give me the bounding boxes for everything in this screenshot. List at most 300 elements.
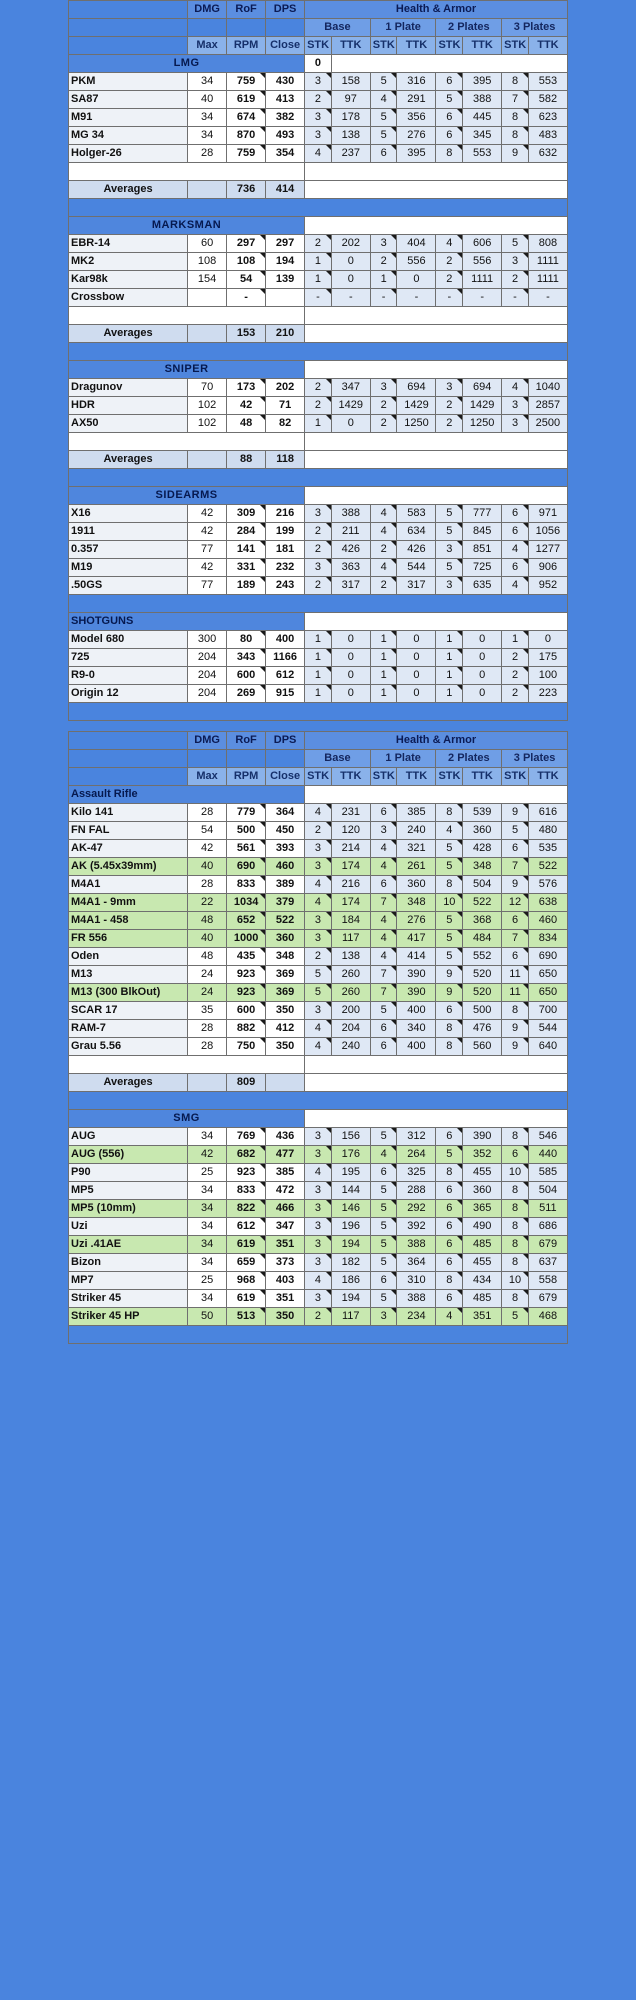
weapon-name: MK2 [69,253,188,271]
weapon-name: M91 [69,109,188,127]
spacer-right [305,307,568,325]
weapon-stats-table-2 [68,731,568,1344]
stk-cell: 1 [370,667,397,685]
table-row[interactable] [69,1254,568,1272]
ttk-cell: 156 [331,1128,370,1146]
ttk-cell: 952 [528,577,567,595]
ttk-cell: 202 [331,235,370,253]
stk-cell: 5 [370,127,397,145]
ttk-cell: 1250 [397,415,436,433]
stk-cell: 3 [305,1146,332,1164]
ttk-cell: 388 [397,1236,436,1254]
stk-cell: 3 [436,577,463,595]
stk-header: STK [370,37,397,55]
dmg-cell: 108 [188,253,227,271]
corner-cell-3 [188,750,227,768]
stk-cell: 6 [370,145,397,163]
weapon-name: .50GS [69,577,188,595]
category-row [69,487,568,505]
rof-cell: 619 [227,1290,266,1308]
rof-cell: 343 [227,649,266,667]
table-row[interactable] [69,415,568,433]
ttk-cell: 117 [331,930,370,948]
ttk-cell: 700 [528,1002,567,1020]
ttk-cell: 544 [397,559,436,577]
table-row[interactable] [69,858,568,876]
stk-cell: 6 [436,1182,463,1200]
ttk-cell: 352 [463,1146,502,1164]
stk-cell: 6 [436,1200,463,1218]
table-row[interactable] [69,667,568,685]
rof-cell: 923 [227,966,266,984]
table-row[interactable] [69,1002,568,1020]
ttk-cell: 345 [463,127,502,145]
stk-cell: 6 [436,1254,463,1272]
rof-cell: 331 [227,559,266,577]
stk-cell: 8 [502,1254,529,1272]
dps-cell: 354 [266,145,305,163]
rof-cell: 759 [227,145,266,163]
weapon-name: Kilo 141 [69,804,188,822]
stk-cell: 3 [370,379,397,397]
weapon-name: Holger-26 [69,145,188,163]
stk-cell: 6 [436,1236,463,1254]
max-header: Max [188,768,227,786]
table-row[interactable] [69,649,568,667]
dps-cell: 1166 [266,649,305,667]
dmg-cell: 70 [188,379,227,397]
averages-dps: 414 [266,181,305,199]
category-title: SIDEARMS [69,487,305,505]
stk-cell: 4 [305,876,332,894]
ttk-cell: 194 [331,1236,370,1254]
dps-header: DPS [266,732,305,750]
weapon-name: PKM [69,73,188,91]
ttk-header: TTK [397,768,436,786]
stk-cell: 6 [502,505,529,523]
table-row[interactable] [69,577,568,595]
stk-cell: 7 [370,894,397,912]
ttk-cell: 1056 [528,523,567,541]
table-row[interactable] [69,1272,568,1290]
stk-cell: 5 [370,1290,397,1308]
stk-header: STK [502,37,529,55]
ttk-cell: 834 [528,930,567,948]
spacer-right [305,163,568,181]
ttk-cell: 971 [528,505,567,523]
ttk-cell: 276 [397,912,436,930]
table-row[interactable] [69,1290,568,1308]
table-row[interactable] [69,235,568,253]
ttk-cell: 808 [528,235,567,253]
rof-cell: 600 [227,667,266,685]
weapon-name: FR 556 [69,930,188,948]
ttk-cell: 1111 [528,253,567,271]
ttk-cell: 725 [463,559,502,577]
ttk-cell: 0 [331,415,370,433]
table-row[interactable] [69,73,568,91]
ttk-cell: 690 [528,948,567,966]
table-row[interactable] [69,894,568,912]
stk-cell: 5 [436,930,463,948]
stk-cell: 8 [436,145,463,163]
stk-cell: 1 [305,271,332,289]
ttk-cell: 434 [463,1272,502,1290]
category-filler [305,1110,568,1128]
corner-cell-5 [266,19,305,37]
ttk-cell: 178 [331,109,370,127]
stk-cell: 3 [305,858,332,876]
table-row[interactable] [69,1146,568,1164]
category-title: SHOTGUNS [69,613,305,631]
stk-cell: 2 [305,541,332,559]
stk-cell: 4 [305,1272,332,1290]
section-gap [69,343,568,361]
stk-cell: 1 [436,667,463,685]
rpm-header: RPM [227,768,266,786]
stk-cell: 4 [436,822,463,840]
rof-cell: 189 [227,577,266,595]
ttk-cell: 560 [463,1038,502,1056]
ttk-cell: 544 [528,1020,567,1038]
category-title: SNIPER [69,361,305,379]
ttk-cell: 390 [463,1128,502,1146]
dps-cell: 232 [266,559,305,577]
weapon-name: R9-0 [69,667,188,685]
weapon-name: Uzi .41AE [69,1236,188,1254]
section-gap [69,1092,568,1110]
table-row[interactable] [69,109,568,127]
stk-cell: 6 [370,1272,397,1290]
stk-cell: 4 [502,577,529,595]
stk-cell: 7 [370,966,397,984]
stk-cell: 6 [370,1038,397,1056]
averages-dmg [188,325,227,343]
stk-cell: 5 [370,1128,397,1146]
spacer-left [69,307,305,325]
dps-cell: 436 [266,1128,305,1146]
dps-cell: 348 [266,948,305,966]
dmg-cell: 102 [188,415,227,433]
ttk-cell: 237 [331,145,370,163]
stk-cell: 8 [436,804,463,822]
stk-cell: 4 [436,235,463,253]
weapon-name: P90 [69,1164,188,1182]
dmg-cell: 28 [188,145,227,163]
stk-cell: 6 [502,912,529,930]
dps-cell: 297 [266,235,305,253]
section-gap [69,703,568,721]
dps-cell: 477 [266,1146,305,1164]
ttk-cell: 231 [331,804,370,822]
weapon-name: AK (5.45x39mm) [69,858,188,876]
stk-cell: 2 [370,577,397,595]
spacer-row [69,433,568,451]
ttk-cell: 500 [463,1002,502,1020]
spacer-right [305,433,568,451]
table-row[interactable] [69,822,568,840]
rof-cell: 500 [227,822,266,840]
table-row[interactable] [69,145,568,163]
ttk-cell: 546 [528,1128,567,1146]
rof-cell: 141 [227,541,266,559]
table-row[interactable] [69,804,568,822]
ttk-cell: 317 [331,577,370,595]
ttk-cell: 686 [528,1218,567,1236]
ttk-cell: 292 [397,1200,436,1218]
table-row[interactable] [69,379,568,397]
stk-cell: 5 [305,984,332,1002]
stk-cell: 1 [370,271,397,289]
ttk-cell: 392 [397,1218,436,1236]
table-row[interactable] [69,1182,568,1200]
ttk-header: TTK [528,37,567,55]
table-row[interactable] [69,289,568,307]
ttk-cell: 390 [397,984,436,1002]
table-row[interactable] [69,541,568,559]
stk-cell: - [502,289,529,307]
ttk-cell: 388 [331,505,370,523]
section-gap [69,199,568,217]
ttk-cell: 240 [331,1038,370,1056]
ttk-cell: 485 [463,1290,502,1308]
stk-cell: 3 [305,1254,332,1272]
ttk-cell: 0 [397,667,436,685]
stk-cell: 4 [370,912,397,930]
table-row[interactable] [69,948,568,966]
dmg-cell: 77 [188,541,227,559]
corner-cell [69,1,188,19]
ttk-cell: 522 [463,894,502,912]
dps-cell: 82 [266,415,305,433]
weapon-name: Crossbow [69,289,188,307]
ttk-cell: 120 [331,822,370,840]
weapon-name: M13 [69,966,188,984]
stk-cell: 2 [502,685,529,703]
stk-cell: 1 [436,685,463,703]
ttk-cell: 174 [331,894,370,912]
table-row[interactable] [69,253,568,271]
weapon-name: X16 [69,505,188,523]
dmg-cell: 24 [188,984,227,1002]
category-filler [305,217,568,235]
ttk-cell: 325 [397,1164,436,1182]
stk-cell: - [305,289,332,307]
weapon-name: M4A1 - 9mm [69,894,188,912]
averages-label: Averages [69,451,188,469]
weapon-name: 0.357 [69,541,188,559]
stk-cell: 2 [305,577,332,595]
stk-cell: 3 [305,840,332,858]
stk-cell: 2 [370,253,397,271]
ttk-cell: 426 [331,541,370,559]
dmg-cell: 42 [188,505,227,523]
ttk-cell: 312 [397,1128,436,1146]
ttk-cell: 211 [331,523,370,541]
table-row[interactable] [69,397,568,415]
ttk-header: TTK [528,768,567,786]
ttk-cell: 585 [528,1164,567,1182]
ttk-cell: 400 [397,1038,436,1056]
ttk-cell: 650 [528,966,567,984]
ttk-cell: 638 [528,894,567,912]
ttk-cell: 637 [528,1254,567,1272]
rof-cell: 923 [227,984,266,1002]
stk-cell: 3 [305,505,332,523]
dps-cell: 347 [266,1218,305,1236]
ttk-cell: 388 [463,91,502,109]
stk-cell: 2 [502,649,529,667]
dps-cell: 450 [266,822,305,840]
stk-cell: 3 [370,822,397,840]
spacer-row [69,307,568,325]
category-title: Assault Rifle [69,786,305,804]
table-row[interactable] [69,1236,568,1254]
stk-cell: 5 [370,1200,397,1218]
ttk-cell: 0 [463,667,502,685]
dmg-cell: 48 [188,912,227,930]
stk-cell: 5 [502,822,529,840]
stk-cell: - [436,289,463,307]
health-armor-header: Health & Armor [305,732,568,750]
table-row[interactable] [69,523,568,541]
ttk-cell: 906 [528,559,567,577]
table-row[interactable] [69,1200,568,1218]
base-header: Base [305,750,371,768]
table-row[interactable] [69,1218,568,1236]
table-row[interactable] [69,1164,568,1182]
rof-header: RoF [227,1,266,19]
dps-cell: 181 [266,541,305,559]
health-armor-header: Health & Armor [305,1,568,19]
stk-cell: 7 [502,930,529,948]
dmg-cell: 34 [188,1128,227,1146]
stk-cell: 5 [436,912,463,930]
table-row[interactable] [69,685,568,703]
ttk-cell: 1040 [528,379,567,397]
stk-cell: 5 [436,858,463,876]
spacer-row [69,1056,568,1074]
stk-header: STK [436,37,463,55]
stk-cell: 4 [370,559,397,577]
dps-cell: 612 [266,667,305,685]
ttk-cell: 460 [528,912,567,930]
stk-cell: 2 [370,397,397,415]
stk-cell: 4 [370,930,397,948]
dmg-cell: 42 [188,523,227,541]
corner-cell-3 [188,19,227,37]
dps-cell: 369 [266,984,305,1002]
table-row[interactable] [69,631,568,649]
dps-cell: 360 [266,930,305,948]
stk-cell: 6 [436,1128,463,1146]
table-row[interactable] [69,1038,568,1056]
dps-cell: 403 [266,1272,305,1290]
ttk-cell: - [463,289,502,307]
weapon-name: SA87 [69,91,188,109]
stk-cell: 5 [502,1308,529,1326]
stk-cell: 5 [305,966,332,984]
averages-row [69,451,568,469]
table-row[interactable] [69,966,568,984]
ttk-cell: 511 [528,1200,567,1218]
stk-cell: 12 [502,894,529,912]
stk-cell: 3 [502,253,529,271]
stk-cell: 2 [370,415,397,433]
stk-cell: 3 [502,397,529,415]
ttk-cell: 317 [397,577,436,595]
table-row[interactable] [69,840,568,858]
stk-cell: 2 [305,235,332,253]
ttk-cell: 606 [463,235,502,253]
ttk-cell: 360 [463,822,502,840]
table-row[interactable] [69,912,568,930]
ttk-cell: 260 [331,984,370,1002]
table-row[interactable] [69,505,568,523]
header-row-top [69,1,568,19]
stk-cell: 8 [502,1200,529,1218]
stk-cell: 5 [370,73,397,91]
table-row[interactable] [69,930,568,948]
rof-cell: 42 [227,397,266,415]
section-gap [69,469,568,487]
stk-cell: 3 [305,1200,332,1218]
stk-cell: 3 [305,1002,332,1020]
dmg-cell: 34 [188,1218,227,1236]
dmg-header: DMG [188,1,227,19]
ttk-cell: 0 [528,631,567,649]
stk-cell: 4 [305,894,332,912]
stk-cell: 6 [370,1020,397,1038]
ttk-cell: 117 [331,1308,370,1326]
table-row[interactable] [69,1020,568,1038]
dmg-cell: 28 [188,804,227,822]
stk-cell: 2 [305,397,332,415]
table-row[interactable] [69,271,568,289]
stk-header: STK [436,768,463,786]
stk-cell: 5 [370,109,397,127]
stk-cell: 5 [370,1254,397,1272]
rof-cell: 769 [227,1128,266,1146]
table-row[interactable] [69,127,568,145]
ttk-cell: 1277 [528,541,567,559]
category-row [69,217,568,235]
dps-cell: 364 [266,804,305,822]
table-row[interactable] [69,1128,568,1146]
table-row[interactable] [69,876,568,894]
dps-cell: 915 [266,685,305,703]
stk-cell: 3 [305,127,332,145]
stk-cell: 1 [305,685,332,703]
table-row[interactable] [69,1308,568,1326]
rof-cell: - [227,289,266,307]
category-row [69,613,568,631]
ttk-cell: 400 [397,1002,436,1020]
section-gap [69,1326,568,1344]
stk-cell: 6 [502,948,529,966]
dps-cell [266,289,305,307]
max-header: Max [188,37,227,55]
table-row[interactable] [69,559,568,577]
stk-cell: 2 [436,253,463,271]
ttk-cell: 364 [397,1254,436,1272]
table-row[interactable] [69,91,568,109]
corner-cell-6 [69,37,188,55]
stk-cell: 3 [436,541,463,559]
ttk-cell: 428 [463,840,502,858]
table-row[interactable] [69,984,568,1002]
table-divider [0,721,636,731]
